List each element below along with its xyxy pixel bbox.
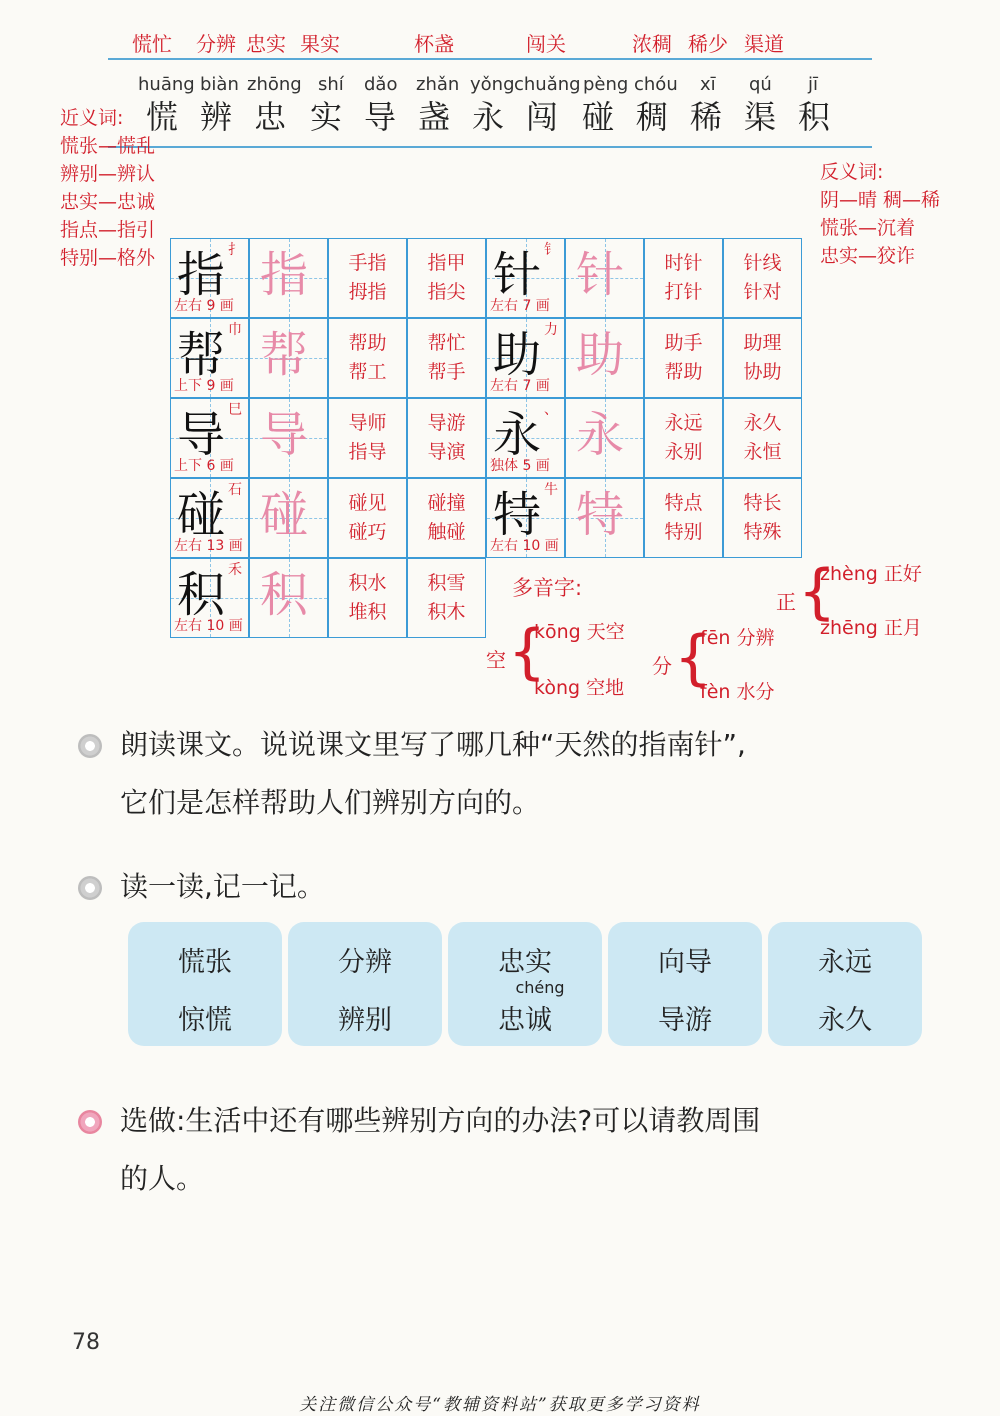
grid-character: 永 bbox=[493, 407, 542, 463]
new-character: 碰 bbox=[582, 98, 615, 136]
left-brace-icon: { bbox=[674, 623, 713, 693]
example-word: 永远 bbox=[664, 412, 703, 434]
grid-trace-cell bbox=[565, 478, 644, 558]
card-pinyin: chéng bbox=[515, 978, 565, 997]
polyphone-reading: zhēng 正月 bbox=[820, 617, 922, 639]
example-word: 碰巧 bbox=[348, 521, 387, 543]
new-character: 永 bbox=[472, 98, 505, 136]
card-word: 向导 bbox=[658, 947, 712, 978]
trace-character: 导 bbox=[260, 407, 309, 463]
grid-words-cell bbox=[407, 318, 486, 398]
grid-char-cell bbox=[486, 238, 565, 318]
example-word: 特别 bbox=[664, 521, 703, 543]
card-word: 辨别 bbox=[338, 1005, 392, 1036]
vocab-word: 稀少 bbox=[688, 32, 728, 56]
radical-label: 、 bbox=[544, 402, 558, 418]
example-word: 永恒 bbox=[743, 441, 782, 463]
new-character: 实 bbox=[310, 98, 343, 136]
example-word: 积雪 bbox=[427, 572, 466, 594]
exercise-text: 读一读,记一记。 bbox=[120, 870, 325, 903]
bullet-icon bbox=[78, 1110, 102, 1134]
example-word: 特殊 bbox=[743, 521, 782, 543]
synonym-pair: 辨别—辨认 bbox=[60, 163, 156, 185]
example-word: 助理 bbox=[743, 332, 782, 354]
pinyin-syllable: biàn bbox=[200, 74, 239, 95]
example-word: 帮助 bbox=[348, 332, 387, 354]
example-word: 碰撞 bbox=[427, 492, 466, 514]
radical-label: 力 bbox=[544, 322, 558, 338]
grid-character: 碰 bbox=[177, 487, 226, 543]
example-word: 导演 bbox=[427, 441, 466, 463]
grid-words-cell bbox=[644, 318, 723, 398]
bullet-icon bbox=[78, 734, 102, 758]
radical-label: 牛 bbox=[544, 482, 558, 498]
example-word: 帮手 bbox=[427, 361, 466, 383]
vocab-word: 渠道 bbox=[744, 32, 784, 56]
card-word: 永久 bbox=[818, 1005, 872, 1036]
new-character: 导 bbox=[364, 98, 397, 136]
example-word: 积木 bbox=[427, 601, 466, 623]
word-card bbox=[608, 922, 762, 1046]
pinyin-syllable: zhǎn bbox=[416, 74, 460, 95]
grid-char-cell bbox=[170, 398, 249, 478]
character-grid bbox=[170, 238, 806, 640]
exercise-text: 选做:生活中还有哪些辨别方向的办法?可以请教周围 bbox=[120, 1104, 761, 1137]
grid-words-cell bbox=[723, 318, 802, 398]
example-word: 指甲 bbox=[427, 252, 466, 274]
exercise-text: 它们是怎样帮助人们辨别方向的。 bbox=[120, 786, 541, 819]
polyphones-label: 多音字: bbox=[512, 576, 583, 600]
pinyin-syllable: chuǎng bbox=[514, 74, 581, 95]
grid-words-cell bbox=[723, 398, 802, 478]
new-character: 积 bbox=[798, 98, 831, 136]
polyphone-reading: fēn 分辨 bbox=[700, 627, 775, 649]
radical-label: 扌 bbox=[228, 242, 242, 258]
grid-trace-cell bbox=[565, 238, 644, 318]
word-card bbox=[448, 922, 602, 1046]
vocab-word: 忠实 bbox=[246, 32, 286, 56]
divider-line bbox=[108, 146, 872, 148]
grid-words-cell bbox=[407, 558, 486, 638]
grid-character: 指 bbox=[177, 247, 226, 303]
page-number: 78 bbox=[72, 1330, 100, 1355]
divider-line bbox=[108, 58, 872, 60]
example-word: 打针 bbox=[664, 281, 703, 303]
trace-character: 特 bbox=[576, 487, 625, 543]
new-character: 渠 bbox=[744, 98, 777, 136]
structure-label: 左右 7 画 bbox=[490, 298, 550, 314]
grid-character: 助 bbox=[493, 327, 542, 383]
example-word: 特长 bbox=[743, 492, 782, 514]
new-character: 闯 bbox=[526, 98, 559, 136]
vocab-word: 浓稠 bbox=[632, 32, 672, 56]
grid-char-cell bbox=[486, 318, 565, 398]
grid-trace-cell bbox=[249, 478, 328, 558]
exercise-text: 朗读课文。说说课文里写了哪几种“天然的指南针”, bbox=[120, 728, 746, 761]
example-word: 积水 bbox=[348, 572, 387, 594]
polyphone-reading: kòng 空地 bbox=[534, 677, 625, 699]
grid-words-cell bbox=[723, 238, 802, 318]
grid-char-cell bbox=[170, 238, 249, 318]
vocab-word: 慌忙 bbox=[132, 32, 172, 56]
card-word: 永远 bbox=[818, 947, 872, 978]
synonym-pair: 忠实—忠诚 bbox=[60, 191, 156, 213]
example-word: 针对 bbox=[743, 281, 782, 303]
synonym-pair: 指点—指引 bbox=[60, 219, 156, 241]
example-word: 针线 bbox=[743, 252, 782, 274]
pinyin-syllable: jī bbox=[808, 74, 819, 95]
trace-character: 永 bbox=[576, 407, 625, 463]
grid-words-cell bbox=[328, 318, 407, 398]
card-word: 导游 bbox=[658, 1005, 712, 1036]
left-brace-icon: { bbox=[798, 557, 837, 627]
new-character: 辨 bbox=[200, 98, 233, 136]
pinyin-syllable: yǒng bbox=[470, 74, 515, 95]
grid-character: 针 bbox=[493, 247, 542, 303]
polyphone-char: 正 bbox=[776, 590, 796, 614]
card-word: 慌张 bbox=[178, 947, 232, 978]
grid-character: 特 bbox=[493, 487, 542, 543]
structure-label: 左右 10 画 bbox=[490, 538, 559, 554]
structure-label: 左右 13 画 bbox=[174, 538, 243, 554]
grid-words-cell bbox=[644, 398, 723, 478]
pinyin-syllable: pèng bbox=[583, 74, 629, 95]
grid-char-cell bbox=[170, 478, 249, 558]
grid-trace-cell bbox=[565, 398, 644, 478]
polyphone-char: 空 bbox=[486, 648, 506, 672]
structure-label: 左右 7 画 bbox=[490, 378, 550, 394]
trace-character: 针 bbox=[576, 247, 625, 303]
synonym-pair: 慌张—慌乱 bbox=[60, 135, 156, 157]
new-character: 慌 bbox=[146, 98, 179, 136]
pinyin-syllable: dǎo bbox=[364, 74, 398, 95]
new-character: 盏 bbox=[418, 98, 451, 136]
polyphone-char: 分 bbox=[652, 654, 672, 678]
grid-char-cell bbox=[486, 398, 565, 478]
grid-words-cell bbox=[328, 478, 407, 558]
example-word: 帮助 bbox=[664, 361, 703, 383]
grid-character: 导 bbox=[177, 407, 226, 463]
antonym-pair: 慌张—沉着 bbox=[820, 217, 916, 239]
new-character: 忠 bbox=[254, 98, 287, 136]
radical-label: 巾 bbox=[228, 322, 242, 338]
word-card bbox=[288, 922, 442, 1046]
example-word: 时针 bbox=[664, 252, 703, 274]
radical-label: 石 bbox=[228, 482, 242, 498]
structure-label: 左右 10 画 bbox=[174, 618, 243, 634]
example-word: 碰见 bbox=[348, 492, 387, 514]
card-word: 忠实 bbox=[498, 947, 552, 978]
vocab-word: 分辨 bbox=[196, 32, 236, 56]
antonyms-label: 反义词: bbox=[820, 161, 884, 183]
word-card bbox=[768, 922, 922, 1046]
vocab-word: 果实 bbox=[300, 32, 340, 56]
vocab-word: 闯关 bbox=[526, 32, 566, 56]
left-brace-icon: { bbox=[508, 617, 547, 687]
trace-character: 积 bbox=[260, 567, 309, 623]
example-word: 指尖 bbox=[427, 281, 466, 303]
trace-character: 指 bbox=[260, 247, 309, 303]
grid-words-cell bbox=[328, 398, 407, 478]
card-word: 惊慌 bbox=[178, 1005, 232, 1036]
structure-label: 上下 9 画 bbox=[174, 378, 234, 394]
grid-words-cell bbox=[407, 398, 486, 478]
grid-words-cell bbox=[644, 238, 723, 318]
trace-character: 助 bbox=[576, 327, 625, 383]
example-word: 特点 bbox=[664, 492, 703, 514]
antonym-pair: 忠实—狡诈 bbox=[820, 245, 916, 267]
radical-label: 钅 bbox=[544, 242, 558, 258]
grid-words-cell bbox=[723, 478, 802, 558]
example-word: 帮忙 bbox=[427, 332, 466, 354]
structure-label: 左右 9 画 bbox=[174, 298, 234, 314]
polyphone-reading: fèn 水分 bbox=[700, 681, 775, 703]
grid-trace-cell bbox=[249, 318, 328, 398]
card-word: 忠诚 bbox=[498, 1005, 552, 1036]
grid-words-cell bbox=[328, 558, 407, 638]
example-word: 堆积 bbox=[348, 601, 387, 623]
example-word: 指导 bbox=[348, 441, 387, 463]
grid-trace-cell bbox=[565, 318, 644, 398]
structure-label: 上下 6 画 bbox=[174, 458, 234, 474]
example-word: 拇指 bbox=[348, 281, 387, 303]
grid-words-cell bbox=[644, 478, 723, 558]
example-word: 触碰 bbox=[427, 521, 466, 543]
grid-trace-cell bbox=[249, 238, 328, 318]
footer-note: 关注微信公众号“教辅资料站”获取更多学习资料 bbox=[299, 1395, 701, 1415]
trace-character: 帮 bbox=[260, 327, 309, 383]
new-character: 稀 bbox=[690, 98, 723, 136]
example-word: 永久 bbox=[743, 412, 782, 434]
example-word: 导师 bbox=[348, 412, 387, 434]
radical-label: 禾 bbox=[228, 562, 242, 578]
synonyms-label: 近义词: bbox=[60, 107, 124, 129]
example-word: 永别 bbox=[664, 441, 703, 463]
card-word: 分辨 bbox=[338, 947, 392, 978]
polyphone-reading: kōng 天空 bbox=[534, 621, 625, 643]
example-word: 导游 bbox=[427, 412, 466, 434]
trace-character: 碰 bbox=[260, 487, 309, 543]
grid-words-cell bbox=[407, 478, 486, 558]
exercise-text: 的人。 bbox=[120, 1162, 205, 1195]
grid-words-cell bbox=[328, 238, 407, 318]
vocab-word: 杯盏 bbox=[414, 32, 454, 56]
pinyin-syllable: zhōng bbox=[247, 74, 302, 95]
grid-char-cell bbox=[486, 478, 565, 558]
grid-trace-cell bbox=[249, 398, 328, 478]
pinyin-syllable: chóu bbox=[634, 74, 678, 95]
bullet-icon bbox=[78, 876, 102, 900]
structure-label: 独体 5 画 bbox=[490, 458, 550, 474]
pinyin-syllable: qú bbox=[749, 74, 772, 95]
grid-character: 积 bbox=[177, 567, 226, 623]
example-word: 协助 bbox=[743, 361, 782, 383]
grid-words-cell bbox=[407, 238, 486, 318]
pinyin-syllable: huāng bbox=[138, 74, 195, 95]
pinyin-syllable: shí bbox=[318, 74, 344, 95]
word-card bbox=[128, 922, 282, 1046]
pinyin-syllable: xī bbox=[700, 74, 716, 95]
example-word: 手指 bbox=[348, 252, 387, 274]
new-character: 稠 bbox=[636, 98, 669, 136]
antonym-pair: 阴—晴 稠—稀 bbox=[820, 189, 941, 211]
grid-trace-cell bbox=[249, 558, 328, 638]
example-word: 帮工 bbox=[348, 361, 387, 383]
grid-character: 帮 bbox=[177, 327, 226, 383]
radical-label: 巳 bbox=[228, 402, 242, 418]
example-word: 助手 bbox=[664, 332, 703, 354]
synonym-pair: 特别—格外 bbox=[60, 247, 156, 269]
grid-char-cell bbox=[170, 558, 249, 638]
polyphone-reading: zhèng 正好 bbox=[820, 563, 922, 585]
grid-char-cell bbox=[170, 318, 249, 398]
